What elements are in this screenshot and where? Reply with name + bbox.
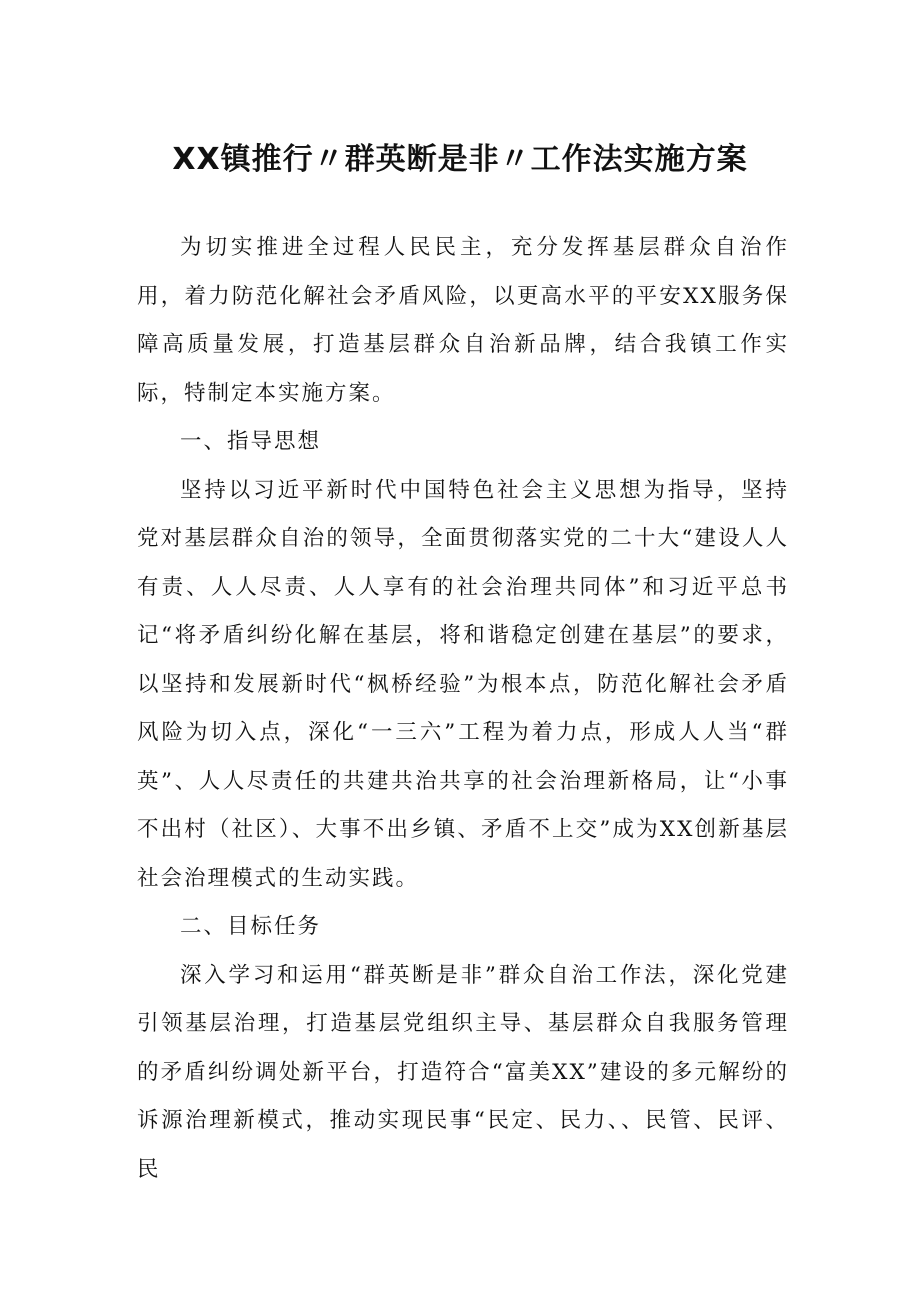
document-body bbox=[137, 224, 789, 1194]
section-heading-goals-tasks: 二、目标任务 bbox=[180, 914, 322, 939]
document-title: XX镇推行〃群英断是非〃工作法实施方案 bbox=[172, 142, 748, 177]
guiding-ideology-paragraph: 坚持以习近平新时代中国特色社会主义思想为指导，坚持党对基层群众自治的领导，全面贯彻落实党的二十大“建设人人有责、人人尽责、人人享有的社会治理共同体”和习近平总书记“将矛盾纠纷化解在基层，将和谐稳定创建在基层”的要求，以坚持和发展新时代“枫桥经验”为根本点，防范化解社会矛盾风险为切入点，深化“一三六”工程为着力点，形成人人当“群英”、人人尽责任的共建共治共享的社会治理新格局，让“小事不出村（社区）、大事不出乡镇、矛盾不上交”成为XX创新基层社会治理模式的生动实践。 bbox=[137, 477, 789, 891]
section-heading-guiding-ideology: 一、指导思想 bbox=[180, 429, 322, 454]
intro-paragraph: 为切实推进全过程人民民主，充分发挥基层群众自治作用，着力防范化解社会矛盾风险，以更高水平的平安XX服务保障高质量发展，打造基层群众自治新品牌，结合我镇工作实际，特制定本实施方案。 bbox=[137, 235, 789, 406]
goals-tasks-paragraph: 深入学习和运用“群英断是非”群众自治工作法，深化党建引领基层治理，打造基层党组织主导、基层群众自我服务管理的矛盾纠纷调处新平台，打造符合“富美XX”建设的多元解纷的诉源治理新模式，推动实现民事“民定、民力、、民管、民评、民 bbox=[137, 962, 789, 1182]
